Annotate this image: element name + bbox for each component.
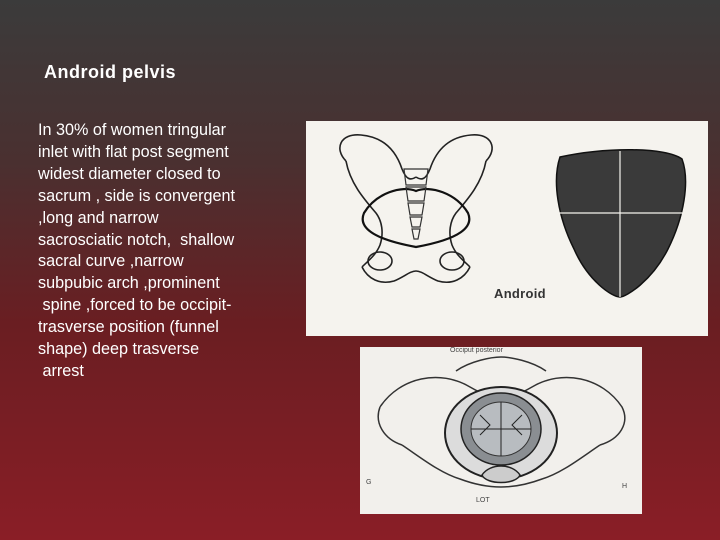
slide-title: Android pelvis bbox=[44, 62, 177, 82]
figure-caption: Occiput posterior bbox=[450, 347, 503, 354]
body-line: In 30% of women tringular bbox=[38, 121, 227, 139]
android-pelvis-figure bbox=[306, 121, 708, 336]
body-line: arrest bbox=[38, 361, 84, 380]
pelvis-top-illustration bbox=[360, 347, 642, 514]
body-line: subpubic arch ,prominent bbox=[38, 274, 220, 293]
body-line: widest diameter closed to bbox=[38, 164, 221, 183]
body-line: trasverse position (funnel bbox=[38, 318, 219, 337]
figure-label-bottom: LOT bbox=[476, 497, 490, 504]
body-line: ,long and narrow bbox=[38, 208, 159, 227]
body-line: spine ,forced to be occipit- bbox=[38, 296, 232, 315]
pelvis-front-illustration bbox=[306, 121, 708, 336]
figure-label-left: G bbox=[366, 479, 372, 486]
slide-body-text bbox=[38, 120, 278, 383]
body-line: inlet with flat post segment bbox=[38, 142, 229, 161]
figure-label-right: H bbox=[622, 483, 628, 490]
body-line: sacrum , side is convergent bbox=[38, 186, 236, 205]
occiput-transverse-figure bbox=[360, 347, 642, 514]
android-label: Android bbox=[494, 286, 546, 301]
body-line: sacrosciatic notch, shallow bbox=[38, 230, 235, 249]
body-line: shape) deep trasverse bbox=[38, 340, 200, 359]
body-line: sacral curve ,narrow bbox=[38, 252, 184, 271]
